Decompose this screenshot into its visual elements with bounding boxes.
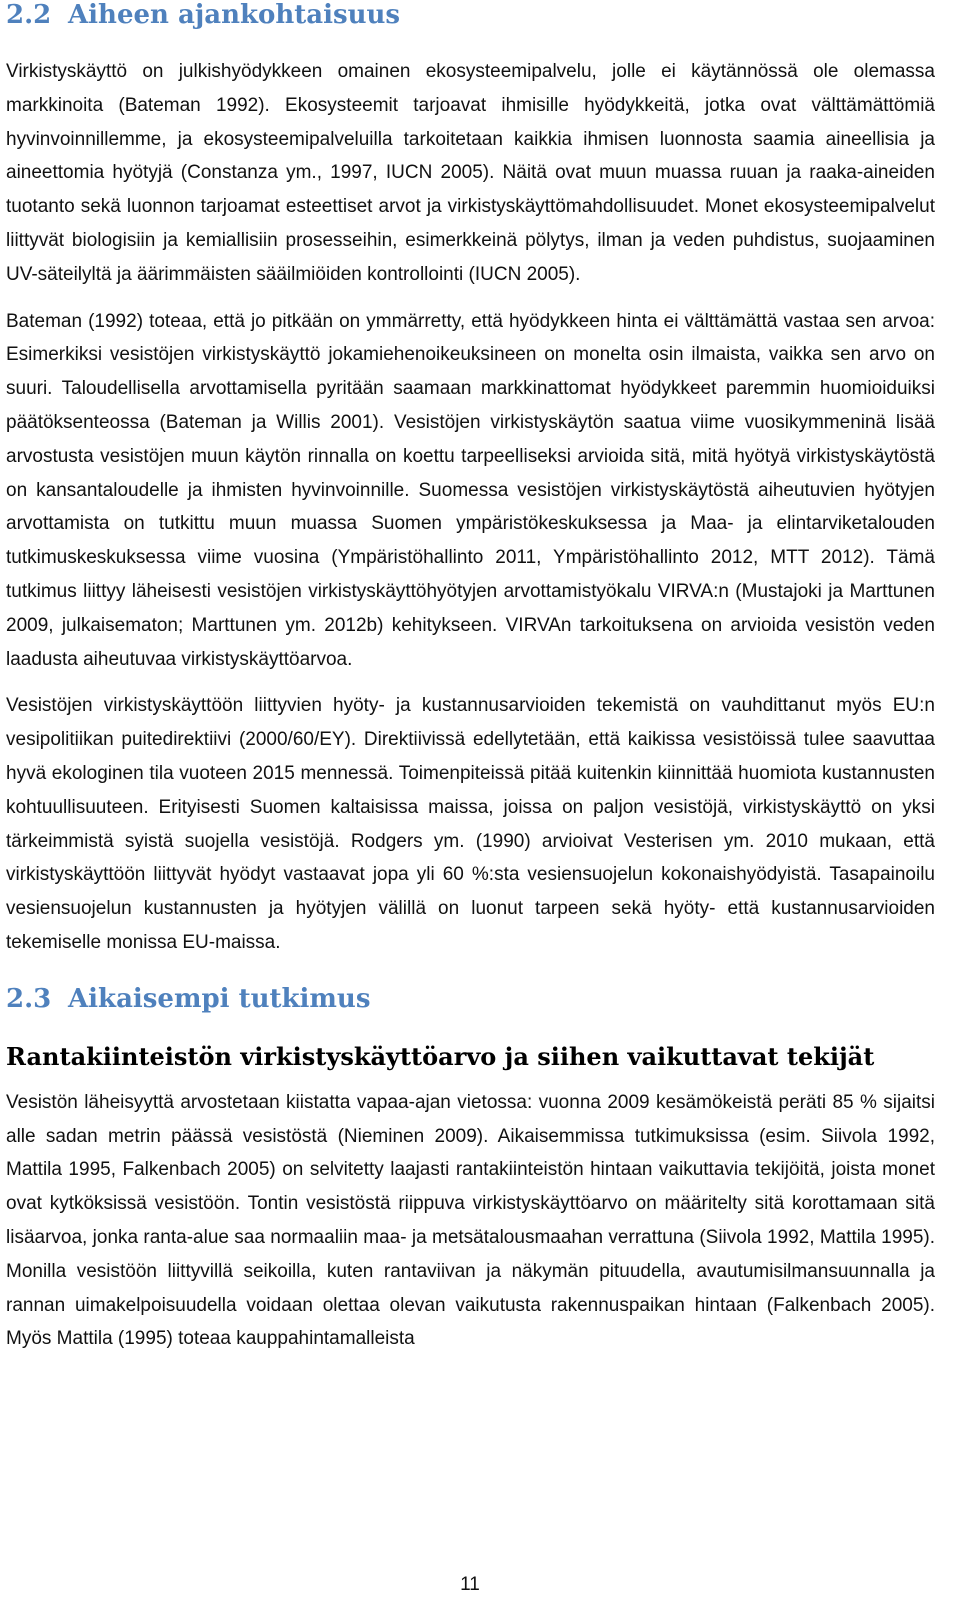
section-title: Aiheen ajankohtaisuus bbox=[68, 0, 401, 30]
section-number: 2.2 bbox=[6, 0, 52, 30]
paragraph: Virkistyskäyttö on julkishyödykkeen omainen ekosysteemipalvelu, jolle ei käytännössä ole olemassa markkinoita (Bateman 1992). Ekosysteemit tarjoavat ihmisille hyödykkeitä, jotka ovat välttämättömiä hyvinvoinnillemme, ja ekosysteemipalveluilla tarkoitetaan kaikkia ihmisen luonnosta saamia aineellisia ja aineettomia hyötyjä (Constanza ym., 1997, IUCN 2005). Näitä ovat muun muassa ruuan ja raaka-aineiden tuotanto sekä luonnon tarjoamat esteettiset arvot ja virkistyskäyttömahdollisuudet. Monet ekosysteemipalvelut liittyvät biologisiin ja kemiallisiin prosesseihin, esimerkkeinä pölytys, ilman ja veden puhdistus, suojaaminen UV-säteilyltä ja äärimmäisten sääilmiöiden kontrollointi (IUCN 2005). bbox=[6, 61, 935, 285]
section-title: Aikaisempi tutkimus bbox=[68, 983, 371, 1014]
paragraph: Vesistön läheisyyttä arvostetaan kiistatta vapaa-ajan vietossa: vuonna 2009 kesämökeistä peräti 85 % sijaitsi alle sadan metrin päässä vesistöstä (Nieminen 2009). Aikaisemmissa tutkimuksissa (esim. Siivola 1992, Mattila 1995, Falkenbach 2005) on selvitetty laajasti rantakiinteistön hintaan vaikuttavia tekijöitä, joista monet ovat kytköksissä vesistöön. Tontin vesistöstä riippuva virkistyskäyttöarvo on määritelty sitä korottamaan sitä lisäarvoa, jonka ranta-alue saa normaaliin maa- ja metsätalousmaahan verrattuna (Siivola 1992, Mattila 1995). Monilla vesistöön liittyvillä seikoilla, kuten rantaviivan ja näkymän pituudella, avautumisilmansuunnalla ja rannan uimakelpoisuudella voidaan olettaa olevan vaikutusta rakennuspaikan hintaan (Falkenbach 2005). Myös Mattila (1995) toteaa kauppahintamalleista bbox=[6, 1091, 935, 1350]
paragraph: Vesistöjen virkistyskäyttöön liittyvien hyöty- ja kustannusarvioiden tekemistä on vauhdittanut myös EU:n vesipolitiikan puitedirektiivi (2000/60/EY). Direktiivissä edellytetään, että kaikissa vesistöissä tulee saavuttaa hyvä ekologinen tila vuoteen 2015 mennessä. Toimenpiteissä pitää kuitenkin kiinnittää huomiota kustannusten kohtuullisuuteen. Erityisesti Suomen kaltaisissa maissa, joissa on paljon vesistöjä, virkistyskäyttö on yksi tärkeimmistä syistä suojella vesistöjä. Rodgers ym. (1990) arvioivat Vesterisen ym. 2010 mukaan, että virkistyskäyttöön liittyvät hyödyt vastaavat jopa yli 60 %:sta vesiensuojelun kokonaishyödyistä. Tasapainoilu vesiensuojelun kustannusten ja hyötyjen välillä on luonut tarpeen sekä hyöty- että kustannusarvioiden tekemiselle monissa EU-maissa. bbox=[6, 695, 935, 953]
section-number: 2.3 bbox=[6, 983, 52, 1014]
paragraph: Bateman (1992) toteaa, että jo pitkään on ymmärretty, että hyödykkeen hinta ei välttämättä vastaa sen arvoa: Esimerkiksi vesistöjen virkistyskäyttö jokamiehenoikeuksineen on monelta osin ilmaista, vaikka sen arvo on suuri. Taloudellisella arvottamisella pyritään saamaan markkinattomat hyödykkeet paremmin huomioiduiksi päätöksenteossa (Bateman ja Willis 2001). Vesistöjen virkistyskäytön saatua viime vuosikymmeninä lisää arvostusta vesistöjen muun käytön rinnalla on koettu tarpeelliseksi arvioida sitä, mitä hyötyä virkistyskäytöstä on kansantaloudelle ja ihmisten hyvinvoinnille. Suomessa vesistöjen virkistyskäytöstä aiheutuvien hyötyjen arvottamista on tutkittu muun muassa Suomen ympäristökeskuksessa ja Maa- ja elintarviketalouden tutkimuskeskuksessa viime vuosina (Ympäristöhallinto 2011, Ympäristöhallinto 2012, MTT 2012). Tämä tutkimus liittyy läheisesti vesistöjen virkistyskäyttöhyötyjen arvottamistyökalu VIRVA:n (Mustajoki ja Marttunen 2009, julkaisematon; Marttunen ym. 2012b) kehitykseen. VIRVAn tarkoituksena on arvioida vesistön veden laadusta aiheutuvaa virkistyskäyttöarvoa. bbox=[6, 310, 935, 670]
document-page bbox=[6, 0, 935, 1356]
section-heading-2-3 bbox=[6, 984, 935, 1014]
section-heading-2-2 bbox=[6, 0, 935, 30]
page-number: 11 bbox=[460, 1574, 480, 1595]
subheading: Rantakiinteistön virkistyskäyttöarvo ja siihen vaikuttavat tekijät bbox=[6, 1041, 875, 1071]
